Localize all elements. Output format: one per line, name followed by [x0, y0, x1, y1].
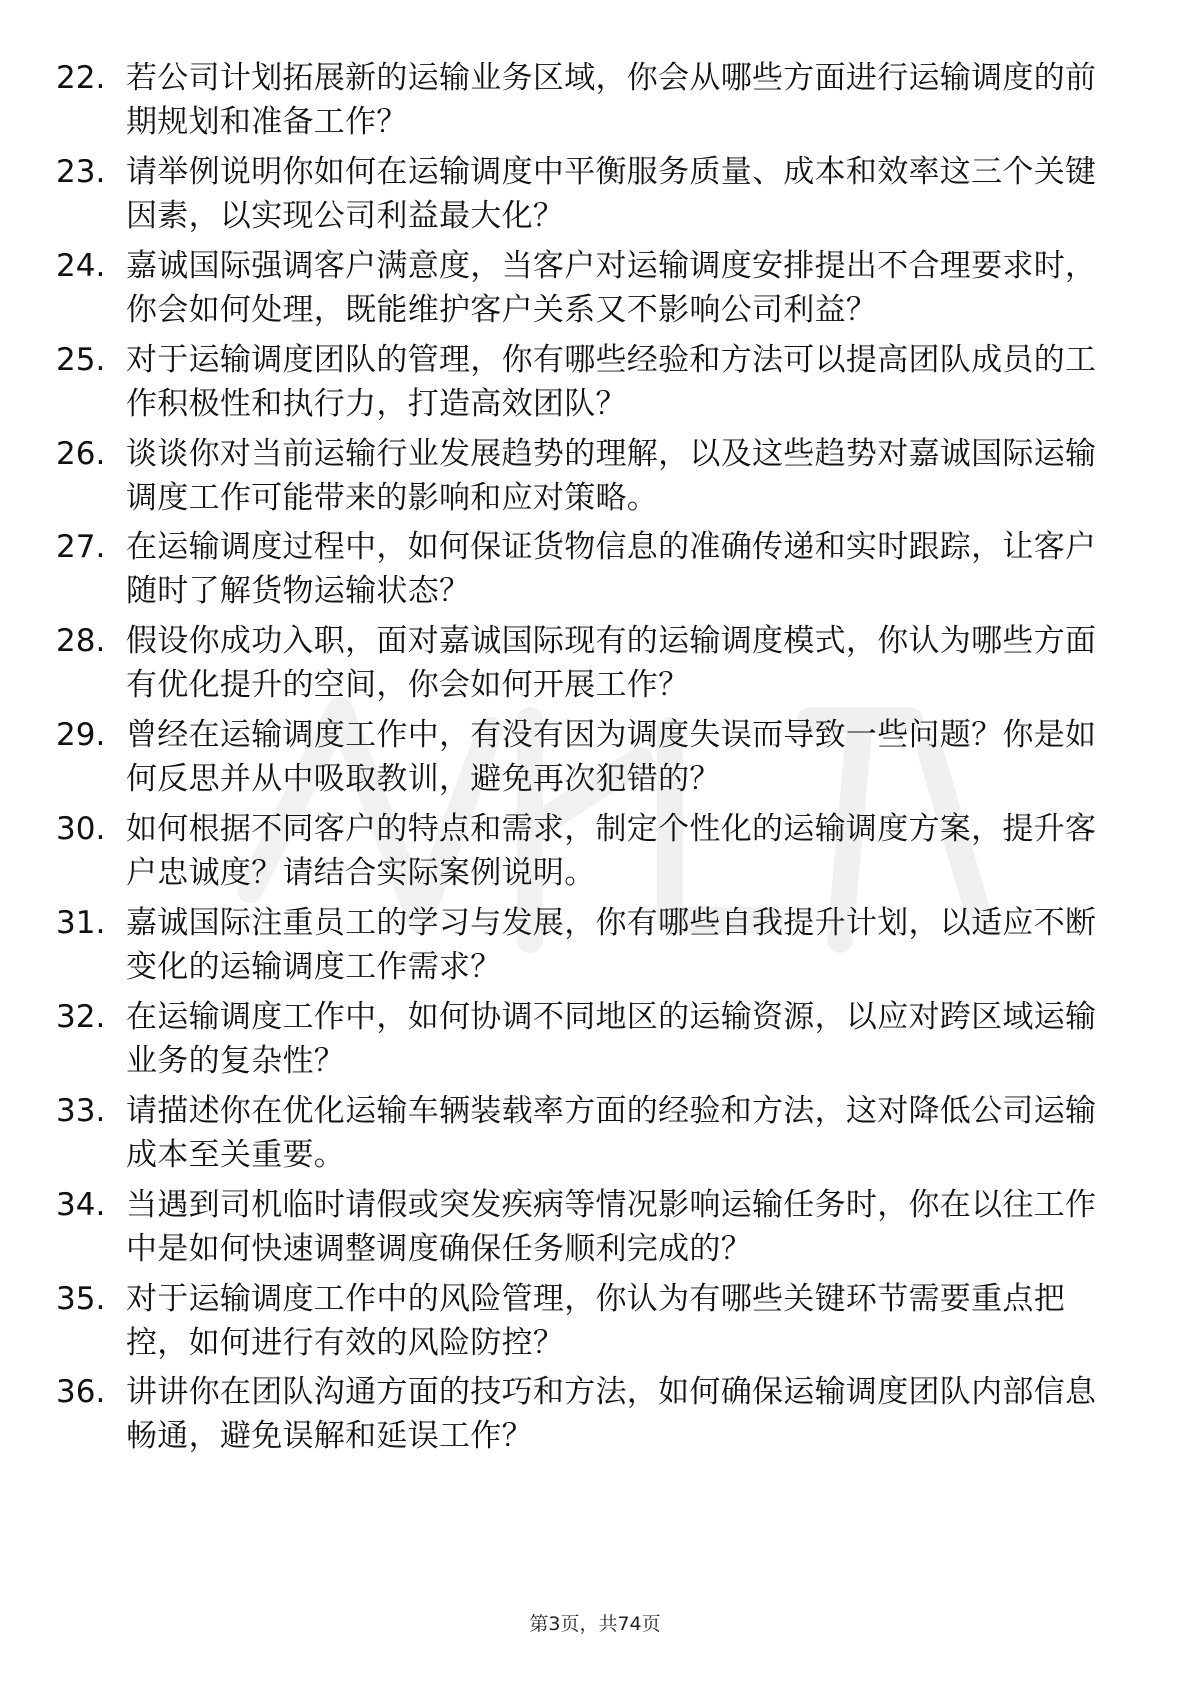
list-item: [56, 244, 1116, 338]
list-item: [56, 713, 1116, 807]
question-text: 请描述你在优化运输车辆装载率方面的经验和方法，这对降低公司运输成本至关重要。: [126, 1092, 1097, 1173]
question-number: 24.: [56, 247, 106, 284]
question-number: 35.: [56, 1280, 106, 1317]
question-text: 请举例说明你如何在运输调度中平衡服务质量、成本和效率这三个关键因素，以实现公司利益最大化？: [126, 153, 1097, 234]
list-item: [56, 901, 1116, 995]
question-text: 如何根据不同客户的特点和需求，制定个性化的运输调度方案，提升客户忠诚度？请结合实际案例说明。: [126, 811, 1097, 892]
question-text: 曾经在运输调度工作中，有没有因为调度失误而导致一些问题？你是如何反思并从中吸取教训，避免再次犯错的？: [126, 717, 1097, 798]
question-text: 假设你成功入职，面对嘉诚国际现有的运输调度模式，你认为哪些方面有优化提升的空间，你会如何开展工作？: [126, 623, 1097, 704]
question-number: 25.: [56, 341, 106, 378]
list-item: [56, 150, 1116, 244]
list-item: [56, 525, 1116, 619]
list-item: [56, 338, 1116, 432]
list-item: [56, 619, 1116, 713]
question-text: 嘉诚国际强调客户满意度，当客户对运输调度安排提出不合理要求时，你会如何处理，既能维护客户关系又不影响公司利益？: [126, 247, 1097, 328]
question-number: 29.: [56, 717, 106, 754]
question-text: 在运输调度工作中，如何协调不同地区的运输资源，以应对跨区域运输业务的复杂性？: [126, 998, 1097, 1079]
question-number: 34.: [56, 1186, 106, 1223]
question-list: [56, 56, 1116, 1464]
question-text: 嘉诚国际注重员工的学习与发展，你有哪些自我提升计划，以适应不断变化的运输调度工作需求？: [126, 905, 1097, 986]
question-text: 对于运输调度工作中的风险管理，你认为有哪些关键环节需要重点把控，如何进行有效的风险防控？: [126, 1280, 1065, 1361]
question-text: 讲讲你在团队沟通方面的技巧和方法，如何确保运输调度团队内部信息畅通，避免误解和延误工作？: [126, 1374, 1097, 1455]
list-item: [56, 56, 1116, 150]
list-item: [56, 1089, 1116, 1183]
question-number: 22.: [56, 60, 106, 96]
question-number: 30.: [56, 811, 106, 848]
question-text: 在运输调度过程中，如何保证货物信息的准确传递和实时跟踪，让客户随时了解货物运输状态？: [126, 529, 1097, 610]
question-text: 谈谈你对当前运输行业发展趋势的理解，以及这些趋势对嘉诚国际运输调度工作可能带来的影响和应对策略。: [126, 435, 1097, 516]
question-text: 若公司计划拓展新的运输业务区域，你会从哪些方面进行运输调度的前期规划和准备工作？: [126, 60, 1097, 140]
question-text: 当遇到司机临时请假或突发疾病等情况影响运输任务时，你在以往工作中是如何快速调整调度确保任务顺利完成的？: [126, 1186, 1097, 1267]
question-text: 对于运输调度团队的管理，你有哪些经验和方法可以提高团队成员的工作积极性和执行力，打造高效团队？: [126, 341, 1097, 422]
list-item: [56, 807, 1116, 901]
question-number: 27.: [56, 529, 106, 566]
question-number: 36.: [56, 1374, 106, 1411]
question-number: 28.: [56, 623, 106, 660]
page-number-footer: 第3页，共74页: [529, 1613, 661, 1635]
list-item: [56, 1183, 1116, 1277]
question-number: 33.: [56, 1092, 106, 1129]
list-item: [56, 1370, 1116, 1464]
list-item: [56, 995, 1116, 1089]
list-item: [56, 432, 1116, 526]
question-number: 32.: [56, 998, 106, 1035]
question-number: 31.: [56, 905, 106, 942]
question-number: 26.: [56, 435, 106, 472]
question-number: 23.: [56, 153, 106, 190]
list-item: [56, 1277, 1116, 1371]
